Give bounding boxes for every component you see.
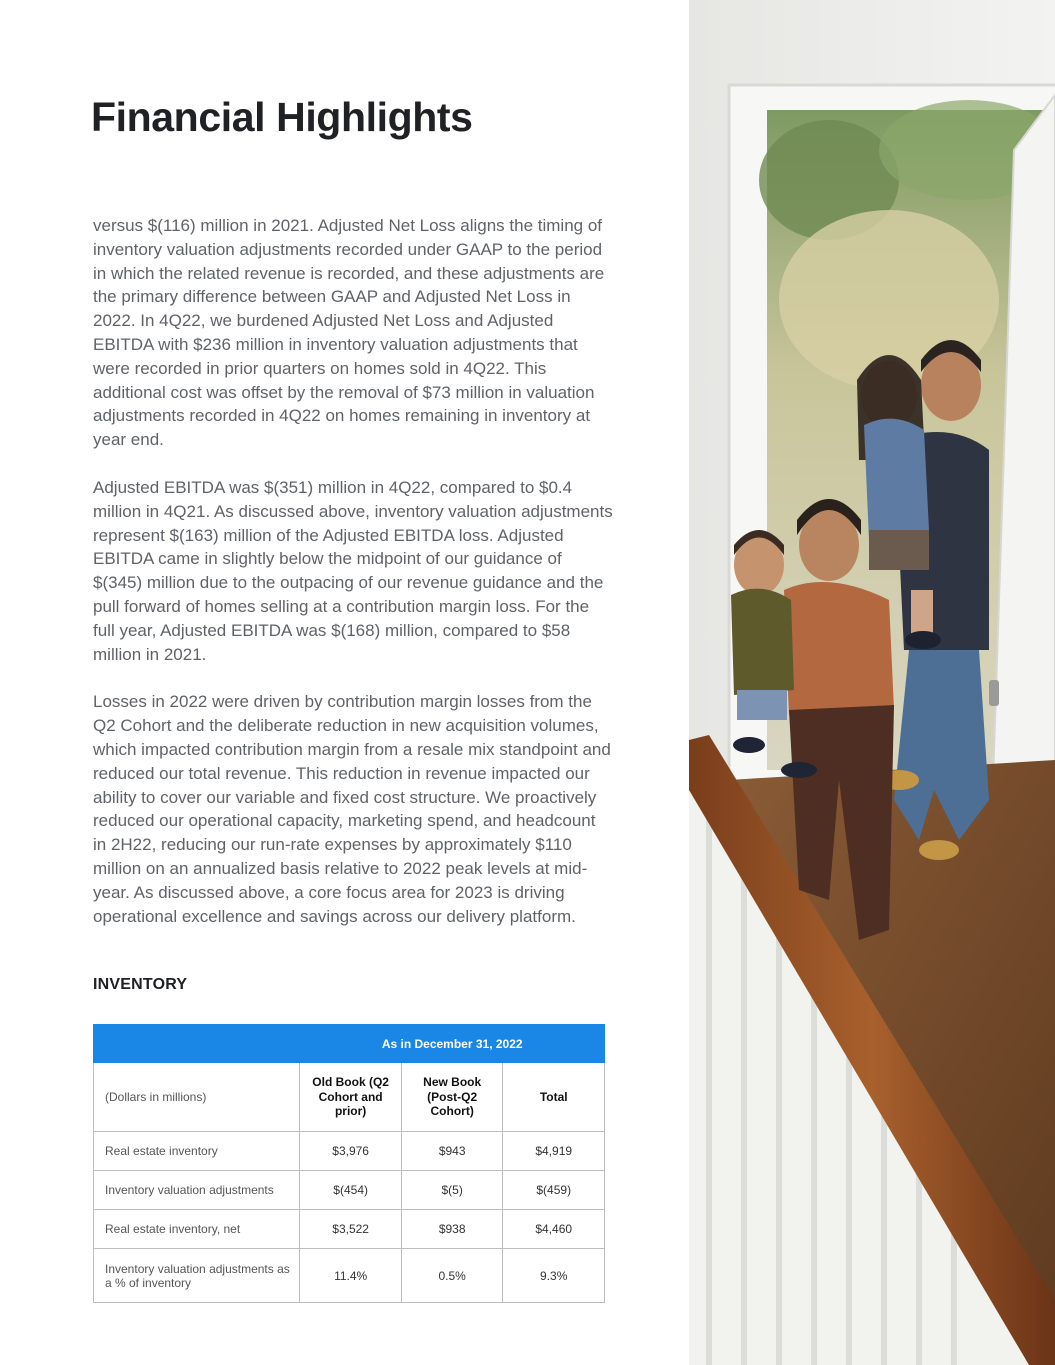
cell-old-book: $3,522 <box>300 1210 402 1249</box>
cell-old-book: $(454) <box>300 1171 402 1210</box>
inventory-table <box>93 1024 605 1303</box>
table-group-header-row <box>94 1025 605 1063</box>
cell-new-book: $943 <box>401 1132 503 1171</box>
table-row <box>94 1132 605 1171</box>
table-row <box>94 1249 605 1303</box>
body-text <box>93 214 613 952</box>
page-title: Financial Highlights <box>91 94 473 140</box>
row-label: Inventory valuation adjustments as a % of inventory <box>94 1249 300 1303</box>
cell-new-book: $(5) <box>401 1171 503 1210</box>
table-column-header-row <box>94 1063 605 1132</box>
table-row <box>94 1171 605 1210</box>
family-entering-home-photo <box>689 0 1055 1365</box>
cell-total: 9.3% <box>503 1249 605 1303</box>
cell-new-book: $938 <box>401 1210 503 1249</box>
table-group-header: As in December 31, 2022 <box>300 1025 605 1063</box>
row-label: Real estate inventory <box>94 1132 300 1171</box>
cell-total: $(459) <box>503 1171 605 1210</box>
cell-old-book: 11.4% <box>300 1249 402 1303</box>
row-label: Inventory valuation adjustments <box>94 1171 300 1210</box>
cell-new-book: 0.5% <box>401 1249 503 1303</box>
photo-illustration <box>689 0 1055 1365</box>
paragraph-3: Losses in 2022 were driven by contribution margin losses from the Q2 Cohort and the deliberate reduction in new acquisition volumes, which impacted contribution margin from a resale mix standpoint and reduced our total revenue. This reduction in revenue impacted our ability to cover our variable and fixed cost structure. We proactively reduced our operational capacity, marketing spend, and headcount in 2H22, reducing our run-rate expenses by approximately $110 million on an annualized basis relative to 2022 peak levels at mid-year. As discussed above, a core focus area for 2023 is driving operational excellence and savings across our delivery platform. <box>93 692 611 926</box>
paragraph-2: Adjusted EBITDA was $(351) million in 4Q22, compared to $0.4 million in 4Q21. As discussed above, inventory valuation adjustments represent $(163) million of the Adjusted EBITDA loss. Adjusted EBITDA came in slightly below the midpoint of our guidance of $(345) million due to the outpacing of our revenue guidance and the pull forward of homes selling at a contribution margin loss. For the full year, Adjusted EBITDA was $(168) million, compared to $58 million in 2021. <box>93 477 613 664</box>
cell-old-book: $3,976 <box>300 1132 402 1171</box>
column-header-label: (Dollars in millions) <box>94 1063 300 1132</box>
column-header-total: Total <box>503 1063 605 1132</box>
cell-total: $4,460 <box>503 1210 605 1249</box>
table-header-blank <box>94 1025 300 1063</box>
column-header-new-book: New Book (Post-Q2 Cohort) <box>401 1063 503 1132</box>
cell-total: $4,919 <box>503 1132 605 1171</box>
paragraph-1: versus $(116) million in 2021. Adjusted Net Loss aligns the timing of inventory valuation adjustments recorded under GAAP to the period in which the related revenue is recorded, and these adjustments are the primary difference between GAAP and Adjusted Net Loss in 2022. In 4Q22, we burdened Adjusted Net Loss and Adjusted EBITDA with $236 million in inventory valuation adjustments that were recorded in prior quarters on homes sold in 4Q22. This additional cost was offset by the removal of $73 million in valuation adjustments recorded in 4Q22 on homes remaining in inventory at year end. <box>93 216 605 450</box>
table-row <box>94 1210 605 1249</box>
row-label: Real estate inventory, net <box>94 1210 300 1249</box>
column-header-old-book: Old Book (Q2 Cohort and prior) <box>300 1063 402 1132</box>
inventory-heading: INVENTORY <box>93 976 188 993</box>
